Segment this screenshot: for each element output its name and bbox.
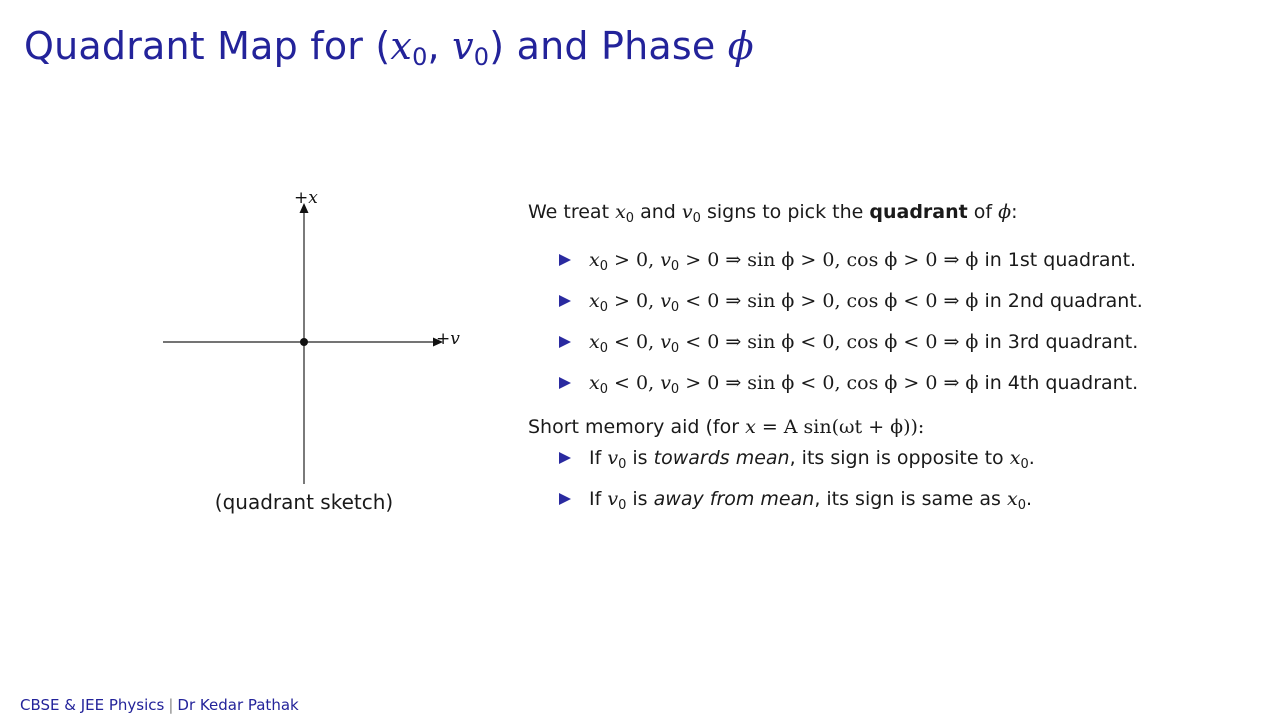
quadrant-sketch — [150, 180, 470, 490]
rule-x-sub: 0 — [599, 300, 608, 315]
title-phi: ϕ — [727, 24, 754, 68]
footer — [20, 696, 299, 714]
title-x: x — [390, 24, 413, 68]
rule-x: x — [589, 290, 600, 312]
rule-v-sub: 0 — [670, 259, 680, 274]
aid-v-sub: 0 — [618, 457, 627, 472]
intro-v-sub: 0 — [692, 211, 701, 226]
memory-x: x — [745, 416, 756, 438]
rule-item — [528, 288, 1228, 321]
rule-v-sub: 0 — [670, 382, 680, 397]
rule-v-rel: > 0 ⇒ sin ϕ > 0, cos ϕ > 0 ⇒ ϕ — [685, 249, 979, 271]
intro-colon: : — [1011, 201, 1018, 223]
aid-b: is — [632, 488, 648, 510]
footer-course: CBSE & JEE Physics — [20, 696, 165, 714]
rule-v: v — [660, 290, 671, 312]
aid-x-sub: 0 — [1017, 498, 1026, 513]
rule-v-sub: 0 — [670, 300, 680, 315]
rule-tail: in 2nd quadrant. — [984, 290, 1143, 312]
rule-tail: in 1st quadrant. — [984, 249, 1137, 271]
origin-dot — [300, 338, 308, 346]
intro-and: and — [640, 201, 676, 223]
intro-x: x — [615, 201, 626, 223]
bullet-icon — [559, 254, 571, 266]
content-panel — [528, 198, 1228, 529]
rule-x-sub: 0 — [599, 259, 608, 274]
x-axis-label: +x — [294, 188, 318, 208]
intro-bold: quadrant — [869, 201, 968, 223]
rule-x-rel: < 0, — [614, 331, 655, 353]
footer-separator: | — [168, 696, 174, 714]
intro-b: signs to pick the — [706, 201, 864, 223]
quadrant-axes — [150, 180, 470, 490]
aid-v-sub: 0 — [618, 498, 627, 513]
bullet-icon — [559, 295, 571, 307]
memory-aid-heading — [528, 413, 1228, 441]
aid-end: . — [1028, 447, 1035, 469]
intro-phi: ϕ — [998, 201, 1012, 223]
memory-label: Short memory aid (for — [528, 416, 740, 438]
title-x-sub: 0 — [412, 43, 428, 71]
footer-author: Dr Kedar Pathak — [177, 696, 299, 714]
title-prefix: Quadrant Map for — [24, 24, 364, 68]
rule-v-rel: < 0 ⇒ sin ϕ > 0, cos ϕ < 0 ⇒ ϕ — [685, 290, 979, 312]
sketch-caption: (quadrant sketch) — [214, 490, 394, 514]
intro-text — [528, 198, 1228, 233]
aid-emphasis: towards mean — [653, 447, 790, 469]
aid-item — [528, 445, 1228, 478]
title-v-sub: 0 — [473, 43, 490, 71]
title-paren-open: ( — [375, 24, 391, 68]
aid-end: . — [1025, 488, 1033, 510]
rule-tail: in 4th quadrant. — [984, 372, 1139, 394]
rule-x: x — [589, 249, 600, 271]
slide-title — [24, 24, 754, 71]
rule-x-sub: 0 — [599, 382, 608, 397]
aid-c: , its sign is same as — [814, 488, 1001, 510]
aid-v: v — [607, 447, 619, 469]
title-and-phase: and Phase — [516, 24, 716, 68]
intro-c: of — [973, 201, 993, 223]
aid-item — [528, 486, 1228, 519]
rule-v-rel: > 0 ⇒ sin ϕ < 0, cos ϕ > 0 ⇒ ϕ — [685, 372, 979, 394]
aid-emphasis: away from mean — [653, 488, 815, 510]
rule-item — [528, 247, 1228, 280]
rule-tail: in 3rd quadrant. — [984, 331, 1139, 353]
aid-b: is — [632, 447, 648, 469]
aid-c: , its sign is opposite to — [789, 447, 1004, 469]
bullet-icon — [559, 336, 571, 348]
v-axis-label: +v — [436, 329, 460, 349]
intro-x-sub: 0 — [625, 211, 635, 226]
bullet-icon — [559, 493, 571, 505]
rule-x-rel: < 0, — [614, 372, 655, 394]
rule-v: v — [660, 249, 671, 271]
rule-item — [528, 329, 1228, 362]
rule-x-rel: > 0, — [614, 290, 655, 312]
memory-aid-list — [528, 445, 1228, 519]
bullet-icon — [559, 377, 571, 389]
rule-item — [528, 370, 1228, 403]
title-paren-close: ) — [489, 24, 505, 68]
aid-x-sub: 0 — [1020, 457, 1029, 472]
rule-v-sub: 0 — [670, 341, 680, 356]
intro-a: We treat — [528, 201, 610, 223]
title-comma: , — [427, 24, 453, 68]
memory-equation: = A sin(ωt + ϕ)): — [761, 416, 925, 438]
aid-x: x — [1009, 447, 1021, 469]
intro-v: v — [681, 201, 693, 223]
rule-v: v — [660, 331, 671, 353]
aid-a: If — [589, 447, 602, 469]
rule-v: v — [660, 372, 671, 394]
rule-x: x — [589, 331, 600, 353]
rule-v-rel: < 0 ⇒ sin ϕ < 0, cos ϕ < 0 ⇒ ϕ — [685, 331, 979, 353]
bullet-icon — [559, 452, 571, 464]
aid-x: x — [1006, 488, 1018, 510]
rule-x-sub: 0 — [599, 341, 608, 356]
title-v: v — [452, 24, 474, 68]
rule-x-rel: > 0, — [614, 249, 655, 271]
aid-v: v — [607, 488, 619, 510]
rule-x: x — [589, 372, 600, 394]
aid-a: If — [589, 488, 602, 510]
quadrant-rules-list — [528, 247, 1228, 403]
